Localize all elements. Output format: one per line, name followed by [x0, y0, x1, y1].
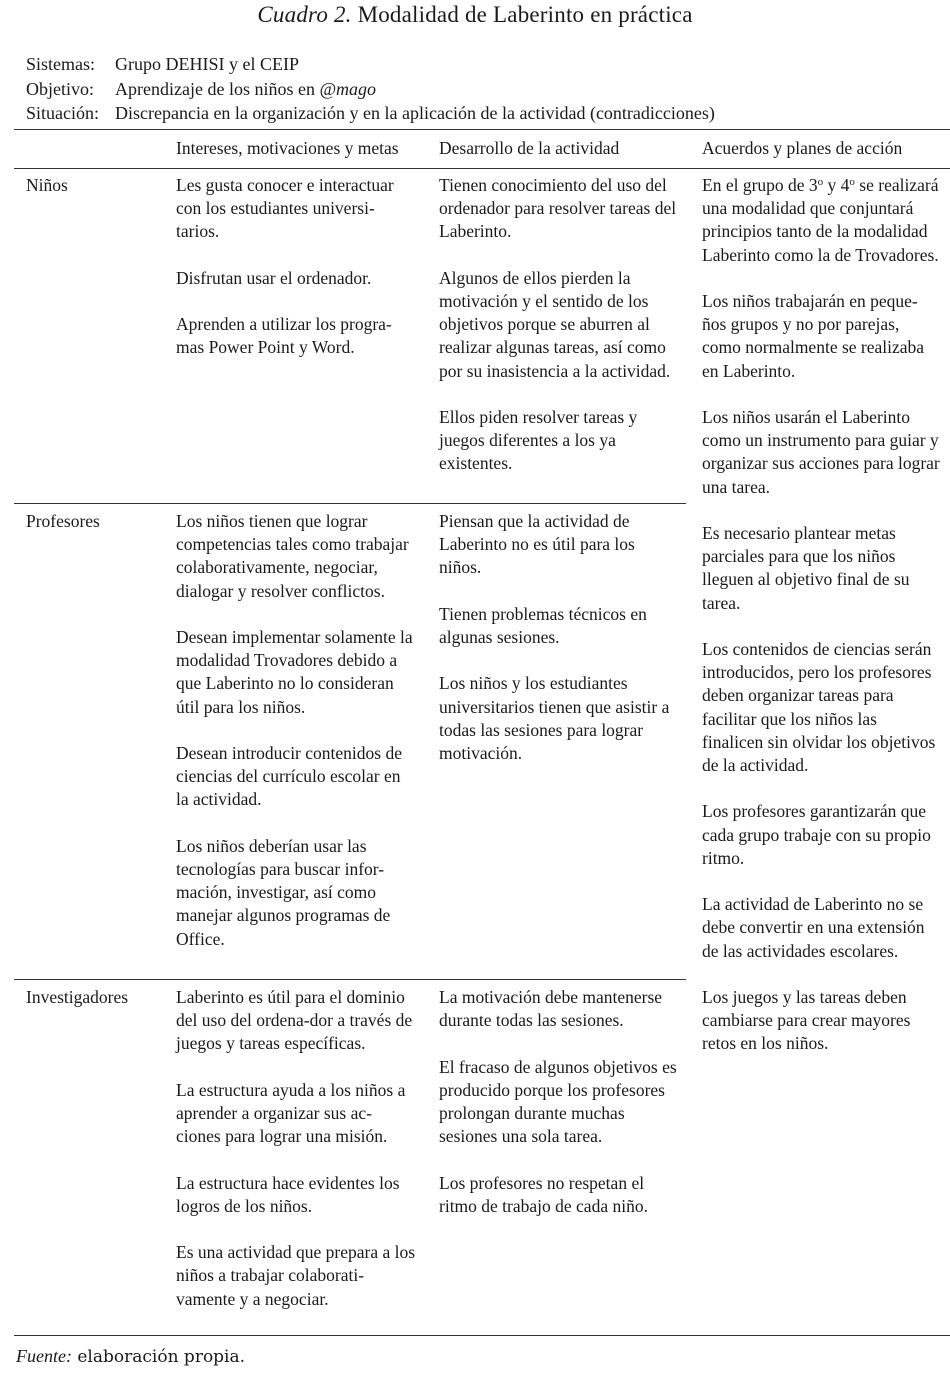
row-divider-1	[14, 503, 686, 504]
meta-block	[26, 52, 936, 126]
cell-paragraph: Los contenidos de ciencias serán introducidos, pero los profesores deben organizar tareas para facilitar que los niños las finalicen sin olvidar los objetivos de la actividad.	[702, 639, 936, 776]
row-label-profesores: Profesores	[26, 511, 100, 531]
header-rule	[14, 168, 950, 169]
meta-situacion	[26, 101, 936, 126]
source-label: Fuente:	[16, 1346, 72, 1366]
cell-paragraph: Algunos de ellos pierden la motivación y el sentido de los objetivos porque se aburren al realizar algunas tareas, así como por su inasistencia a la actividad.	[439, 267, 671, 381]
cell-paragraph: Los niños trabajarán en peque-ños grupos y no por parejas, como normalmente se realizaba en Laberinto.	[702, 291, 925, 381]
cell-paragraph: Aprenden a utilizar los progra-mas Power Point y Word.	[176, 314, 392, 358]
meta-value	[115, 77, 376, 102]
cell-paragraph: Los juegos y las tareas deben cambiarse para crear mayores retos en los niños.	[702, 987, 911, 1054]
meta-value: Discrepancia en la organización y en la aplicación de la actividad (contradicciones)	[115, 103, 715, 123]
row-label-investigadores: Investigadores	[26, 987, 129, 1007]
cell-paragraph: La actividad de Laberinto no se debe convertir en una extensión de las actividades escolares.	[702, 894, 925, 961]
cell-paragraph: Los niños tienen que lograr competencias tales como trabajar colaborativamente, negociar, dialogar y resolver conflictos.	[176, 511, 409, 601]
cell-profesores-desarrollo	[439, 510, 679, 765]
cell-paragraph: La motivación debe mantenerse durante todas las sesiones.	[439, 987, 663, 1031]
cell-paragraph: La estructura hace evidentes los logros de los niños.	[176, 1172, 400, 1216]
cell-ninos-intereses	[176, 174, 416, 360]
caption-number: Cuadro 2.	[257, 2, 352, 27]
cell-paragraph: Los niños y los estudiantes universitarios tienen que asistir a todas las sesiones para lograr motivación.	[439, 673, 670, 763]
cell-acuerdos	[702, 174, 942, 1056]
source-text: elaboración propia.	[77, 1347, 246, 1367]
cell-paragraph: Tienen conocimiento del uso del ordenador para resolver tareas del Laberinto.	[439, 175, 677, 242]
cell-paragraph: Los niños usarán el Laberinto como un instrumento para guiar y organizar sus acciones para lograr una tarea.	[702, 407, 940, 497]
cell-paragraph: Los profesores no respetan el ritmo de trabajo de cada niño.	[439, 1172, 648, 1216]
cell-paragraph: Desean implementar solamente la modalidad Trovadores debido a que Laberinto no lo consideran útil para los niños.	[176, 627, 413, 717]
meta-sistemas	[26, 52, 936, 77]
cell-paragraph: Les gusta conocer e interactuar con los estudiantes universi-tarios.	[176, 175, 394, 242]
column-header-acuerdos: Acuerdos y planes de acción	[702, 138, 903, 158]
text-fragment: y 4	[823, 175, 850, 195]
meta-label: Sistemas:	[26, 54, 96, 74]
cell-investigadores-intereses	[176, 986, 416, 1311]
meta-objetivo	[26, 77, 936, 102]
cell-paragraph: Los profesores garantizarán que cada grupo trabaje con su propio ritmo.	[702, 801, 931, 868]
meta-value-italic: @mago	[319, 78, 377, 99]
cell-paragraph: Los niños deberían usar las tecnologías para buscar infor-mación, investigar, así como manejar algunos programas de Office.	[176, 835, 391, 949]
cell-paragraph	[702, 174, 942, 267]
row-divider-2	[14, 979, 686, 980]
table-bottom-rule	[14, 1335, 950, 1336]
cell-paragraph: Es una actividad que prepara a los niños a trabajar colaborati-vamente y a negociar.	[176, 1242, 416, 1309]
row-label-ninos: Niños	[26, 175, 68, 195]
table-source	[16, 1345, 245, 1368]
table-caption	[0, 0, 950, 30]
cell-paragraph: Disfrutan usar el ordenador.	[176, 267, 372, 288]
meta-label: Situación:	[26, 103, 99, 123]
cell-paragraph: Es necesario plantear metas parciales para que los niños lleguen al objetivo final de su tarea.	[702, 523, 910, 613]
cell-paragraph: Ellos piden resolver tareas y juegos diferentes a los ya existentes.	[439, 407, 638, 474]
cell-paragraph: Piensan que la actividad de Laberinto no es útil para los niños.	[439, 511, 635, 578]
text-fragment: se realizará una modalidad que conjuntará principios tanto de la modalidad Laberinto como la de Trovadores.	[702, 175, 939, 265]
cell-profesores-intereses	[176, 510, 416, 951]
column-header-intereses: Intereses, motivaciones y metas	[176, 138, 399, 158]
cell-paragraph: El fracaso de algunos objetivos es producido porque los profesores prolongan durante muchas sesiones una sola tarea.	[439, 1056, 677, 1147]
column-header-desarrollo: Desarrollo de la actividad	[439, 138, 620, 158]
meta-label: Objetivo:	[26, 78, 94, 99]
meta-value: Grupo DEHISI y el CEIP	[115, 54, 299, 74]
ordinal-superscript: o	[849, 176, 855, 188]
caption-text: Modalidad de Laberinto en práctica	[357, 2, 693, 27]
text-fragment: En el grupo de 3	[702, 175, 818, 195]
cell-paragraph: Laberinto es útil para el dominio del uso del ordena-dor a través de juegos y tareas específicas.	[176, 987, 413, 1054]
table-top-rule	[14, 129, 950, 130]
cell-investigadores-desarrollo	[439, 986, 679, 1218]
cell-ninos-desarrollo	[439, 174, 679, 476]
meta-value-text: Aprendizaje de los niños en	[115, 78, 320, 99]
cell-paragraph: Tienen problemas técnicos en algunas sesiones.	[439, 603, 647, 647]
ordinal-superscript: o	[817, 176, 824, 188]
cell-paragraph: Desean introducir contenidos de ciencias del currículo escolar en la actividad.	[176, 743, 402, 810]
cell-paragraph: La estructura ayuda a los niños a aprender a organizar sus ac-ciones para lograr una misión.	[176, 1079, 406, 1147]
